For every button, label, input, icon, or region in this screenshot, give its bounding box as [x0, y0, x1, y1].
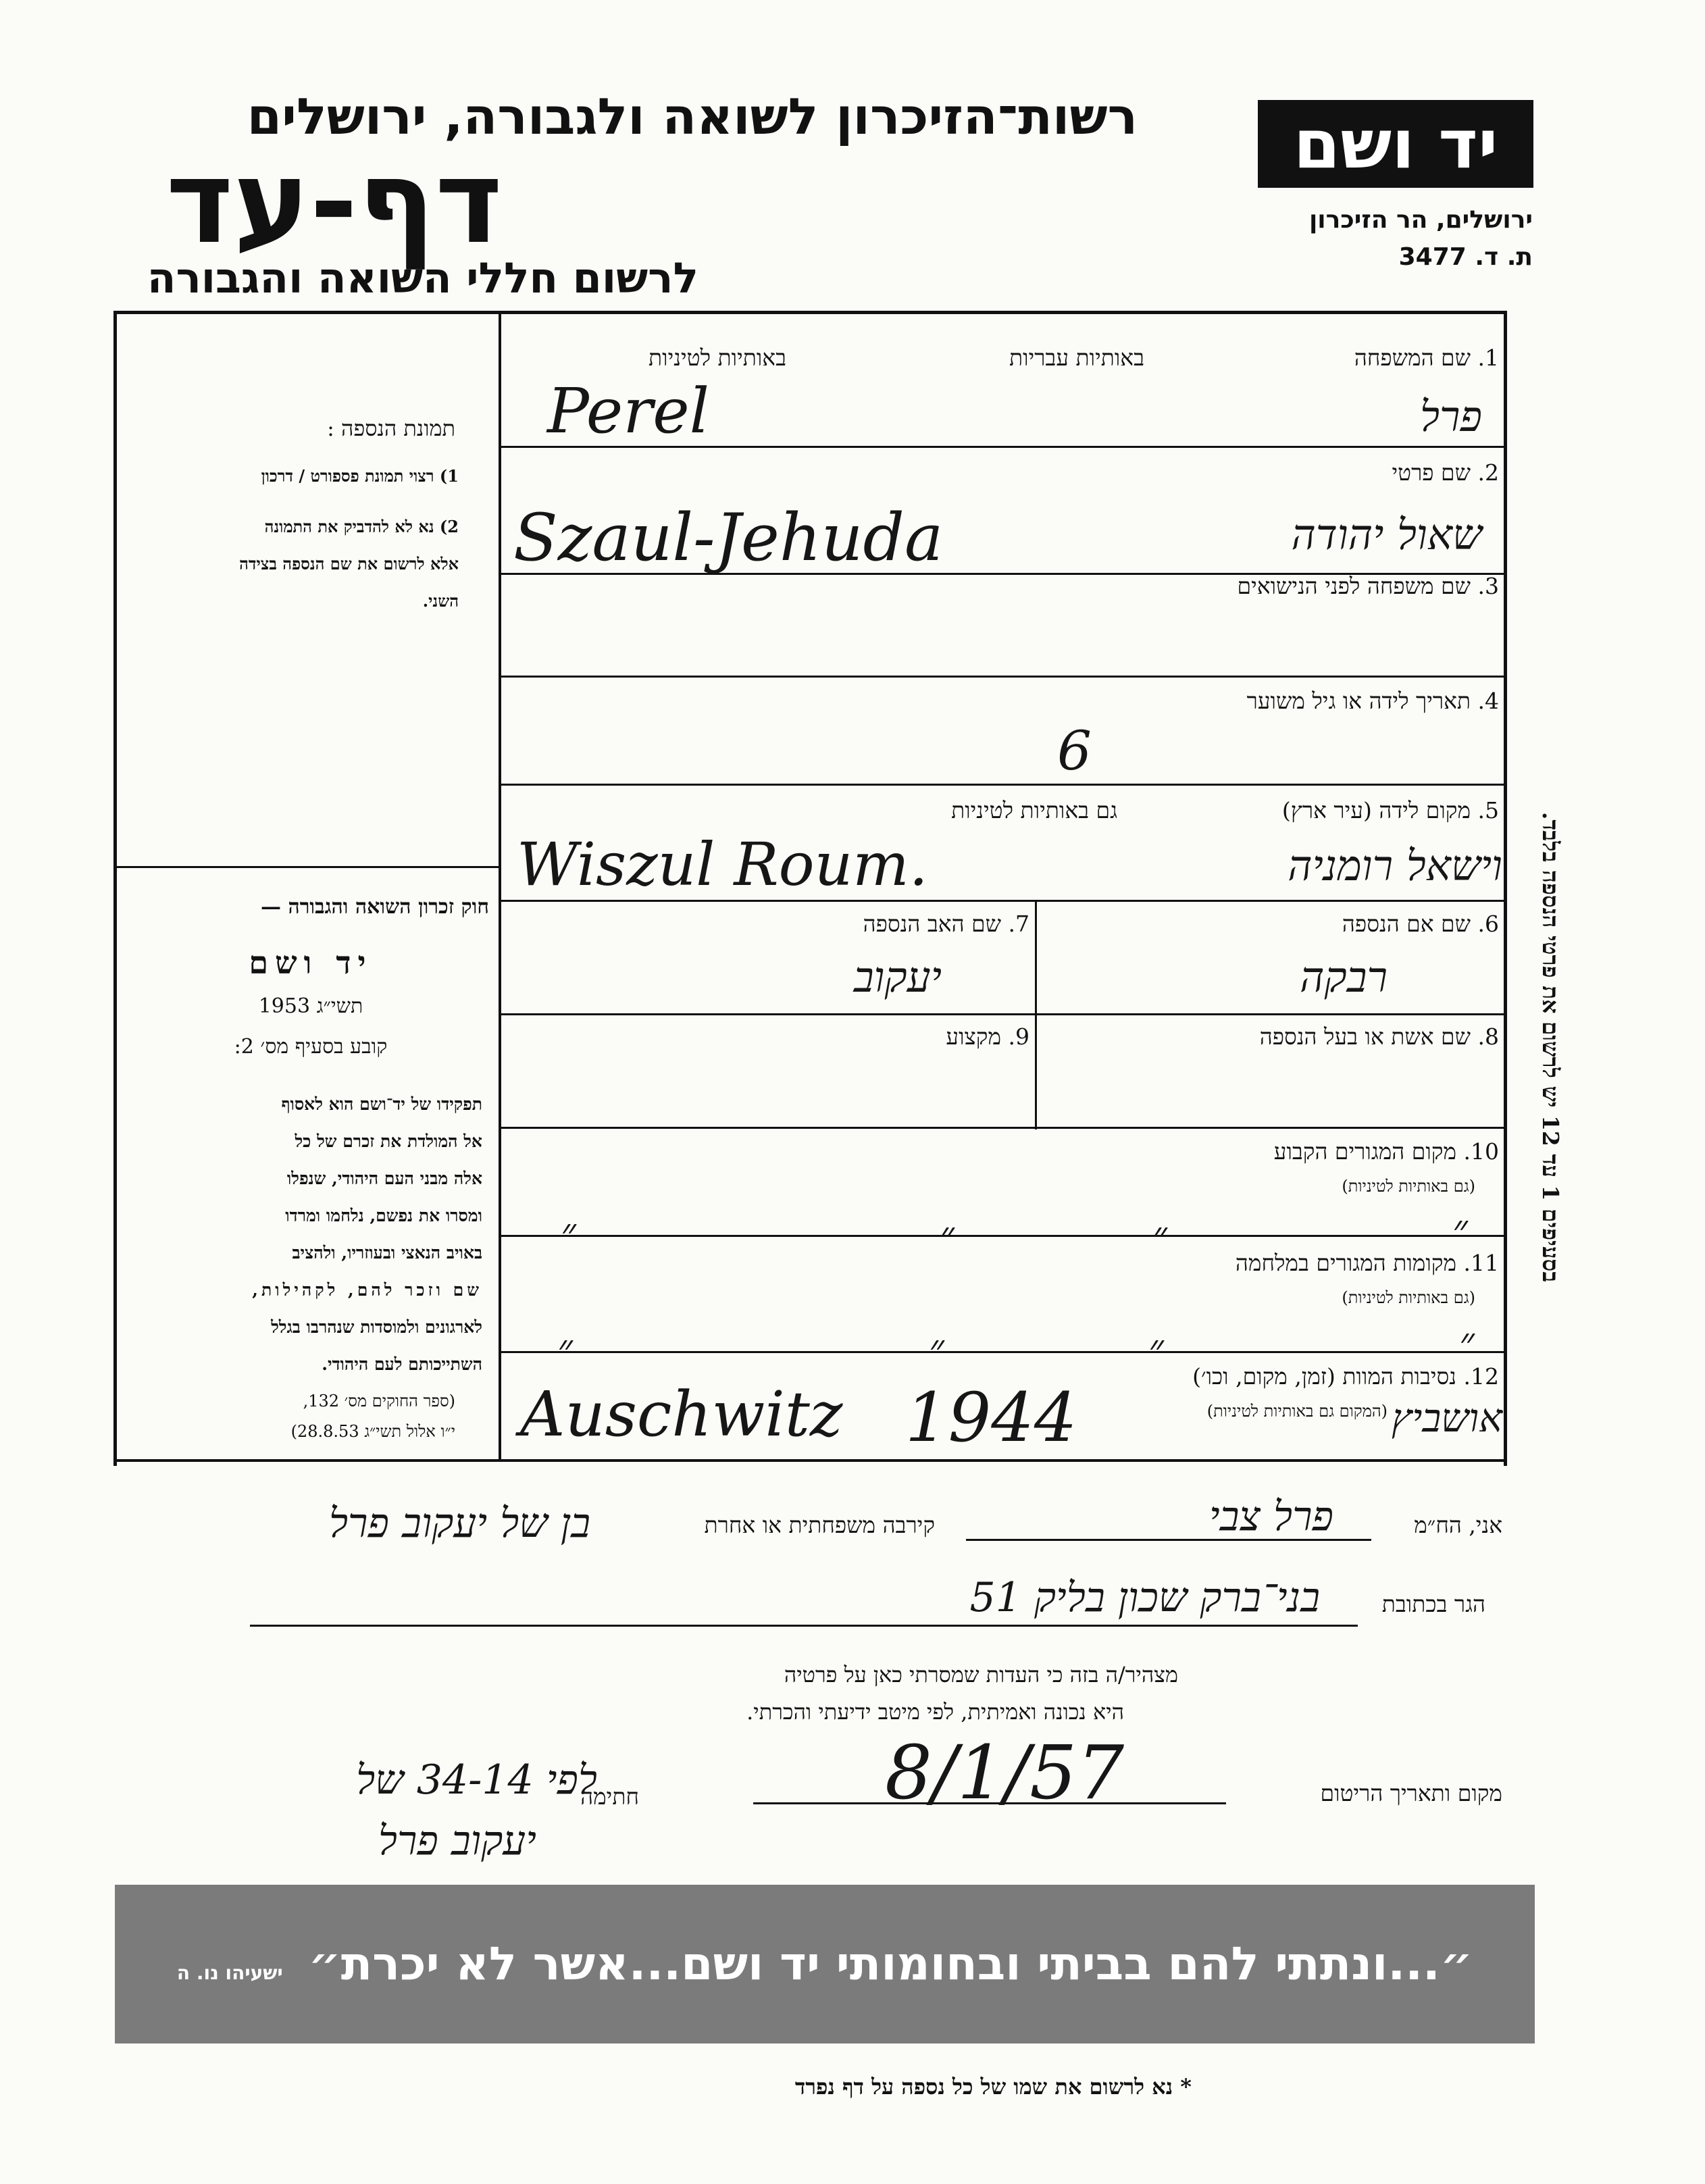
photo-box-title: תמונת הנספה :: [327, 415, 455, 441]
field-10-ditto: ״: [1452, 1206, 1468, 1253]
field-12-latin-value: Auschwitz: [520, 1378, 843, 1450]
field-1-hebrew-column: באותיות עבריות: [1009, 345, 1144, 371]
field-2-hebrew-value: שאול יהודה: [1291, 510, 1482, 559]
side-instruction-text: בסעיפים 1 עד 12 יש לרשום את פרטי הנספה בלבד.: [1537, 811, 1564, 1283]
yad-vashem-logo: יד ושם: [1258, 100, 1533, 188]
address-location: ירושלים, הר הזיכרון: [1308, 206, 1533, 234]
field-4-label: 4. תאריך לידה או גיל משוער: [1246, 688, 1499, 714]
law-line: לארגונים ולמוסדות שנהרבו בגלל: [271, 1317, 482, 1337]
photo-note-2-line2: אלא לרשום את שם הנספה בצידה: [239, 554, 459, 574]
field-1-hebrew-value: פרל: [1420, 392, 1482, 441]
field-2-latin-value: Szaul-Jehuda: [513, 500, 944, 576]
field-10-ditto: ״: [1152, 1213, 1167, 1260]
banner-quote-text: ״...ונתתי להם בביתי ובחומותי יד ושם...אשר לא יכרת״: [308, 1937, 1473, 1991]
signature-line-2: יעקוב פרל: [378, 1817, 536, 1864]
banner-reference: ישעיהו נו. ה: [176, 1962, 283, 1984]
photo-note-2-line3: השני.: [422, 591, 459, 611]
field-11-ditto: ״: [1459, 1319, 1475, 1366]
law-name: יד ושם: [249, 944, 373, 981]
field-10-note: (גם באותיות לטיניות): [1342, 1177, 1475, 1196]
po-box: ת. ד. 3477: [1398, 243, 1533, 271]
address-value: בני־ברק שכון בליק 51: [969, 1574, 1320, 1621]
field-7-label: 7. שם האב הנספה: [863, 911, 1029, 937]
banner-quote: [177, 1937, 1473, 1991]
quote-banner: [115, 1885, 1535, 2043]
field-5-label: 5. מקום לידה (עיר ארץ): [1281, 797, 1499, 823]
law-line: ומסרו את נפשם, נלחמו ומרדו: [285, 1206, 482, 1225]
field-11-ditto: ״: [929, 1325, 944, 1373]
law-heading: חוק זכרון השואה והגבורה —: [261, 895, 489, 919]
field-12-note: (המקום גם באותיות לטיניות): [1206, 1402, 1388, 1421]
signature-label: חתימה: [580, 1783, 639, 1810]
photo-note-1: 1) רצוי תמונת פספורט / דרכון: [261, 466, 459, 486]
law-year: תשי״ג 1953: [258, 994, 363, 1018]
field-6-label: 6. שם אם הנספה: [1342, 911, 1499, 937]
law-line: אל המולדת את זכרם של כל: [295, 1132, 482, 1151]
footer-instruction: * נא לרשום את שמו של כל נספה על דף נפרד: [794, 2074, 1192, 2100]
law-line: השתייכותם לעם היהודי.: [322, 1354, 482, 1374]
field-11-ditto: ״: [557, 1325, 573, 1373]
field-7-value: יעקוב: [853, 953, 942, 1002]
authority-heading: רשות־הזיכרון לשואה ולגבורה, ירושלים: [247, 88, 1138, 146]
field-11-label: 11. מקומות המגורים במלחמה: [1235, 1250, 1499, 1276]
address-label: הגר בכתובת: [1381, 1591, 1485, 1617]
field-5-latin-value: Wiszul Roum.: [517, 830, 928, 899]
field-12-year: 1944: [905, 1378, 1077, 1457]
field-10-label: 10. מקום המגורים הקבוע: [1273, 1138, 1499, 1165]
law-source-2: י״ו אלול תשי״ג 28.8.53): [290, 1422, 455, 1441]
field-11-ditto: ״: [1148, 1325, 1164, 1373]
field-5-latin-note: גם באותיות לטיניות: [951, 797, 1117, 823]
side-instruction: [1530, 676, 1571, 1419]
field-10-ditto: ״: [561, 1209, 576, 1256]
relation-value: בן של יעקוב פרל: [328, 1500, 590, 1547]
photo-note-2-line1: 2) נא לא להדביק את התמונה: [264, 517, 459, 536]
law-line: באויב הנאצי ובעוזריו, ולהציב: [292, 1243, 482, 1263]
field-4-value: 6: [1057, 719, 1092, 782]
field-1-latin-value: Perel: [547, 375, 710, 447]
declarant-label: אני, הח״מ: [1414, 1512, 1502, 1538]
relation-label: קירבה משפחתית או אחרת: [704, 1512, 935, 1538]
place-date-label: מקום ותאריך הריטום: [1320, 1780, 1502, 1806]
field-10-ditto: ״: [939, 1213, 955, 1260]
field-2-label: 2. שם פרטי: [1392, 459, 1499, 486]
signature-line-1: לפי 34-14 של: [356, 1756, 597, 1804]
field-3-label: 3. שם משפחה לפני הנישואים: [1237, 573, 1499, 599]
field-1-label: 1. שם המשפחה: [1354, 345, 1499, 371]
law-line: שם וזכר להם, לקהילות,: [252, 1280, 482, 1300]
law-clause: קובע בסעיף מס׳ 2:: [234, 1035, 388, 1059]
field-12-label: 12. נסיבות המוות (זמן, מקום, וכו׳): [1192, 1363, 1499, 1390]
statement-line-2: היא נכונה ואמיתית, לפי מיטב ידיעתי והכרתי.: [746, 1699, 1124, 1725]
field-1-latin-column: באותיות לטיניות: [648, 345, 786, 371]
statement-line-1: מצהיר/ה בזה כי העדות שמסרתי כאן על פרטיה: [784, 1662, 1178, 1687]
field-9-label: 9. מקצוע: [946, 1023, 1029, 1050]
field-8-label: 8. שם אשת או בעל הנספה: [1259, 1023, 1499, 1050]
form-subtitle: לרשום חללי השואה והגבורה: [147, 253, 698, 303]
declarant-name: פרל צבי: [1208, 1493, 1333, 1540]
law-source-1: (ספר החוקים מס׳ 132,: [303, 1392, 455, 1411]
field-5-hebrew-value: וישאל רומניה: [1288, 841, 1502, 890]
law-line: תפקידו של יד־ושם הוא לאסוף: [281, 1094, 482, 1114]
form-title: דף-עד: [166, 136, 503, 270]
law-line: אלה מבני העם היהודי, שנפלו: [286, 1169, 482, 1188]
field-6-value: רבקה: [1300, 953, 1388, 1002]
registration-date: 8/1/57: [885, 1729, 1125, 1816]
field-12-hebrew-value: אושביץ: [1391, 1395, 1502, 1441]
field-11-note: (גם באותיות לטיניות): [1342, 1288, 1475, 1307]
